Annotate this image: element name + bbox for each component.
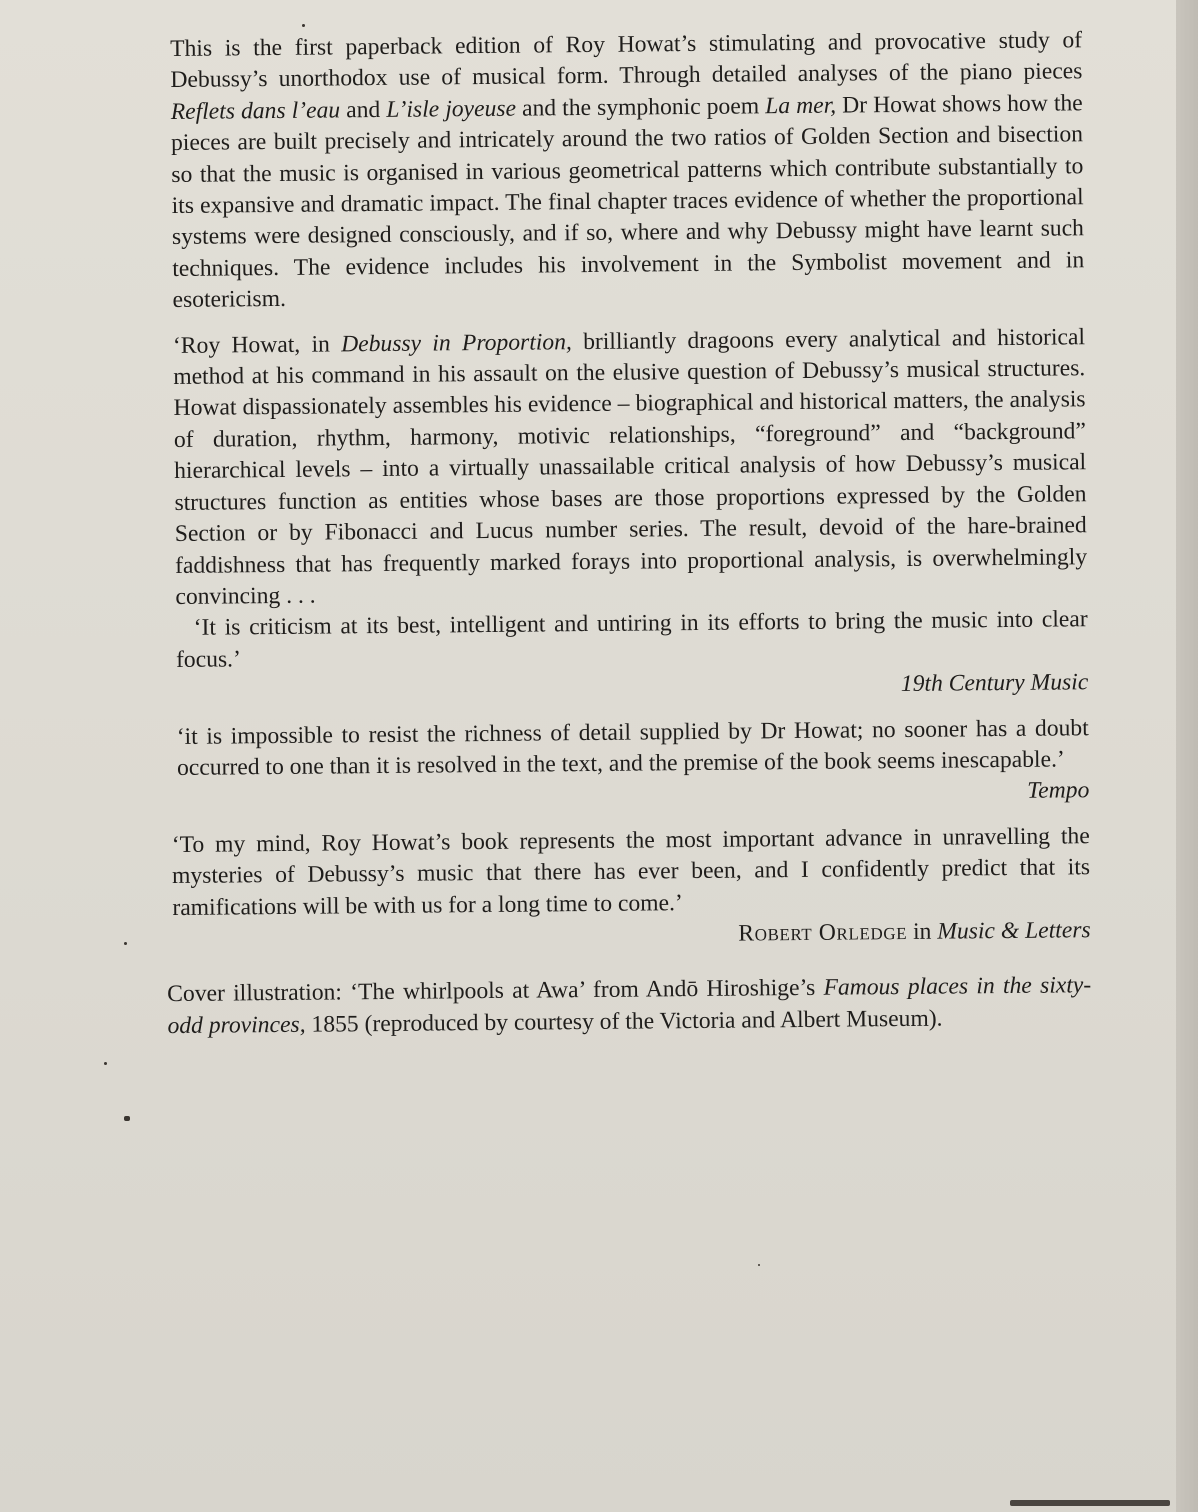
review-1-paragraph — [173, 322, 1088, 613]
cover-illustration-credit — [167, 971, 1092, 1043]
intro-text-3: and the symphonic poem — [515, 93, 766, 122]
page-edge — [1176, 0, 1198, 1512]
review-3-author: Robert Orledge — [738, 918, 908, 947]
paper-speck — [302, 24, 305, 27]
review-3-publication: Music & Letters — [937, 917, 1091, 945]
intro-text-2: and — [340, 96, 387, 124]
review-3-paragraph: ‘To my mind, Roy Howat’s book represents the most important advance in unravelling the mysteries of Debussy’s music that there has ever been, and I confidently predict that its ramifications will be with us for a long time to come.’ — [171, 822, 1091, 921]
review-1-source: 19th Century Music — [900, 669, 1089, 698]
paper-speck — [124, 1116, 130, 1121]
review-2-paragraph: ‘it is impossible to resist the richness of detail supplied by Dr Howat; no sooner has a doubt occurred to one than it is resolved in the text, and the premise of the book seems inescapable.’ — [176, 714, 1089, 781]
review-1-continuation — [176, 605, 1089, 677]
intro-title-lamer: La mer, — [765, 92, 837, 120]
review-1-book-title: Debussy in Proportion, — [341, 328, 572, 358]
cover-text-2: 1855 (reproduced by courtesy of the Victoria and Albert Museum). — [305, 1005, 943, 1038]
review-2-source: Tempo — [1027, 777, 1090, 805]
cover-artwork-title: Famous places in the sixty-odd provinces, — [167, 972, 1092, 1039]
paper-speck — [124, 942, 127, 945]
intro-paragraph — [170, 25, 1085, 316]
intro-text-1: This is the first paperback edition of Roy Howat’s stimulating and provocative study of Debussy’s unorthodox use of musical form. Through detailed analyses of the piano pieces — [170, 27, 1083, 94]
intro-title-reflets: Reflets dans l’eau — [170, 97, 341, 125]
review-1-text-2: brilliantly dragoons every analytical and historical method at his command in his assault on the elusive question of Debussy’s musical structures. Howat dispassionately assembles his evidence – biographical and historical matters, the analysis of duration, rhythm, harmony, motivic relationships, “foreground” and “background” hierarchical levels – into a virtually unassailable critical analysis of how Debussy’s musical structures function as entities whose bases are those proportions expressed by the Golden Section or by Fibonacci and Lucus number series. The result, devoid of the hare-brained faddishness that has frequently marked forays into proportional analysis, is overwhelmingly convincing . . . — [173, 323, 1088, 610]
paper-speck — [758, 1264, 760, 1266]
intro-text-4: Dr Howat shows how the pieces are built precisely and intricately around the two ratios of Golden Section and bisection so that the music is organised in various geometrical patterns which contribute substantially to its expansive and dramatic impact. The final chapter traces evidence of whether the proportional systems were designed consciously, and if so, where and why Debussy might have learnt such techniques. The evidence includes his involvement in the Symbolist movement and in esotericism. — [170, 90, 1085, 314]
blurb-text-block — [167, 25, 1092, 1042]
review-3-in-word: in — [907, 918, 938, 945]
intro-title-lisle: L’isle joyeuse — [386, 95, 517, 123]
paper-speck — [104, 1062, 107, 1065]
cover-text-1: Cover illustration: ‘The whirlpools at Awa’ from Andō Hiroshige’s — [167, 975, 824, 1008]
bottom-edge-mark — [1010, 1500, 1170, 1506]
review-1-text-3: ‘It is criticism at its best, intelligent and untiring in its efforts to bring the music into clear focus.’ — [175, 606, 1088, 673]
review-1-text-1: ‘Roy Howat, in — [172, 331, 342, 359]
